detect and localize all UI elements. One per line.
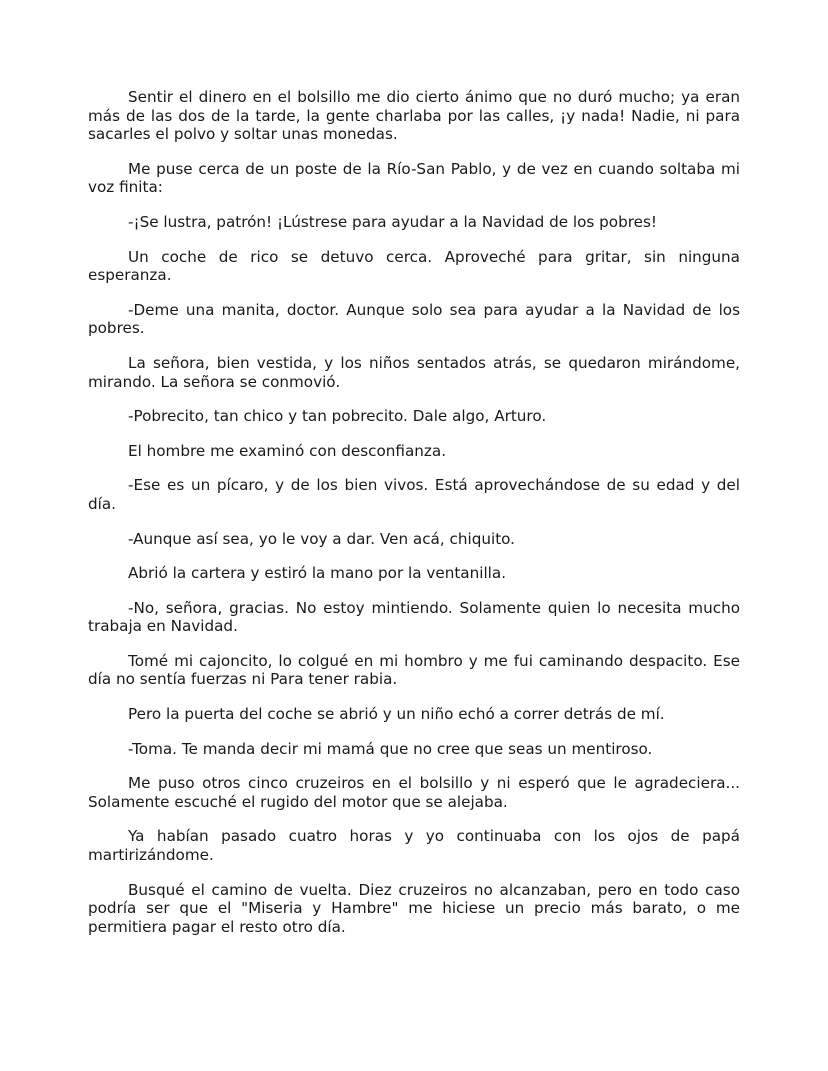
- paragraph: Un coche de rico se detuvo cerca. Aproveché para gritar, sin ninguna esperanza.: [88, 247, 740, 285]
- paragraph: -Aunque así sea, yo le voy a dar. Ven acá, chiquito.: [128, 529, 516, 548]
- paragraph: La señora, bien vestida, y los niños sentados atrás, se quedaron mirándome, mirando. La señora se conmovió.: [88, 353, 740, 391]
- paragraph: Tomé mi cajoncito, lo colgué en mi hombro y me fui caminando despacito. Ese día no sentía fuerzas ni Para tener rabia.: [88, 651, 740, 689]
- paragraph: -¡Se lustra, patrón! ¡Lústrese para ayudar a la Navidad de los pobres!: [128, 212, 657, 231]
- paragraph: -Deme una manita, doctor. Aunque solo sea para ayudar a la Navidad de los pobres.: [88, 300, 740, 338]
- paragraph: Me puso otros cinco cruzeiros en el bolsillo y ni esperó que le agradeciera... Solamente escuché el rugido del motor que se alejaba.: [88, 774, 740, 811]
- paragraph: Ya habían pasado cuatro horas y yo continuaba con los ojos de papá martirizándome.: [88, 827, 740, 865]
- document-page: [88, 88, 740, 952]
- paragraph: Me puse cerca de un poste de la Río-San Pablo, y de vez en cuando soltaba mi voz finita:: [88, 159, 740, 197]
- paragraph: -Toma. Te manda decir mi mamá que no cree que seas un mentiroso.: [128, 739, 653, 758]
- paragraph: Sentir el dinero en el bolsillo me dio cierto ánimo que no duró mucho; ya eran más de las dos de la tarde, la gente charlaba por las calles, ¡y nada! Nadie, ni para sacarles el polvo y soltar unas monedas.: [88, 88, 740, 144]
- paragraph: Pero la puerta del coche se abrió y un niño echó a correr detrás de mí.: [128, 705, 665, 724]
- paragraph: El hombre me examinó con desconfianza.: [128, 441, 447, 460]
- paragraph: Busqué el camino de vuelta. Diez cruzeiros no alcanzaban, pero en todo caso podría ser que el "Miseria y Hambre" me hiciese un precio más barato, o me permitiera pagar el resto otro día.: [88, 880, 740, 936]
- paragraph: -No, señora, gracias. No estoy mintiendo. Solamente quien lo necesita mucho trabaja en Navidad.: [88, 598, 740, 636]
- paragraph: -Ese es un pícaro, y de los bien vivos. Está aprovechándose de su edad y del día.: [88, 476, 740, 513]
- paragraph: -Pobrecito, tan chico y tan pobrecito. Dale algo, Arturo.: [128, 407, 547, 426]
- paragraph: Abrió la cartera y estiró la mano por la ventanilla.: [128, 564, 507, 583]
